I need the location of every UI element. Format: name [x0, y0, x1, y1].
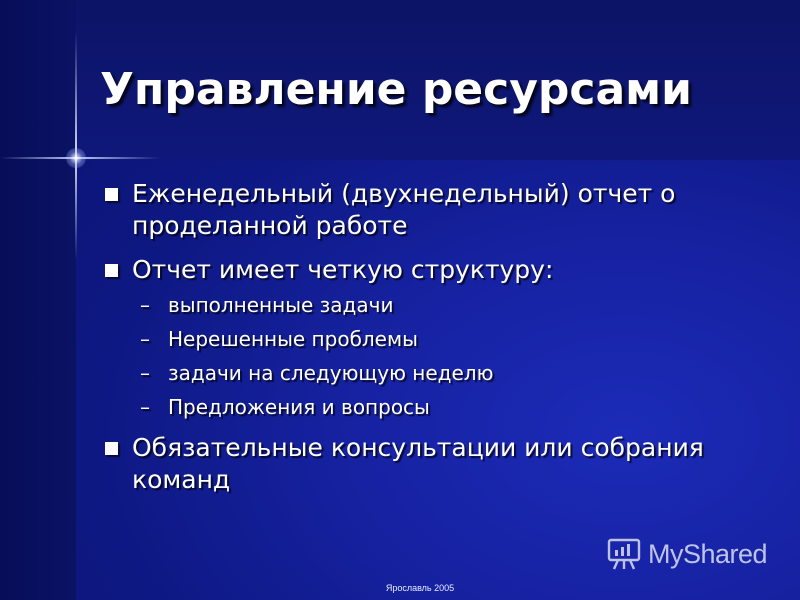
- bullet-list: [102, 178, 742, 508]
- sub-bullet-list: [132, 292, 742, 420]
- light-flare-core: [66, 148, 86, 168]
- dash-marker: –: [140, 327, 150, 351]
- bullet-text: Еженедельный (двухнедельный) отчет о проделанной работе: [132, 179, 676, 240]
- sub-bullet-text: Нерешенные проблемы: [168, 327, 418, 351]
- bullet-item: [102, 432, 742, 496]
- dash-marker: –: [140, 293, 150, 317]
- sub-bullet-item: [132, 292, 742, 318]
- dash-marker: –: [140, 395, 150, 419]
- sub-bullet-item: [132, 326, 742, 352]
- square-bullet-icon: [105, 264, 118, 277]
- sub-bullet-text: выполненные задачи: [168, 293, 394, 317]
- presentation-board-icon: [606, 536, 644, 572]
- background-left-band: [0, 0, 76, 600]
- bullet-text: Обязательные консультации или собрания команд: [132, 433, 704, 494]
- slide-title: Управление ресурсами: [100, 64, 692, 115]
- bullet-item: [102, 178, 742, 242]
- sub-bullet-item: [132, 360, 742, 386]
- square-bullet-icon: [105, 442, 118, 455]
- watermark: [606, 536, 767, 572]
- sub-bullet-text: Предложения и вопросы: [168, 395, 430, 419]
- light-flare-vertical: [75, 30, 77, 260]
- bullet-text: Отчет имеет четкую структуру:: [132, 255, 554, 284]
- bullet-item: [102, 254, 742, 420]
- square-bullet-icon: [105, 188, 118, 201]
- sub-bullet-item: [132, 394, 742, 420]
- dash-marker: –: [140, 361, 150, 385]
- sub-bullet-text: задачи на следующую неделю: [168, 361, 494, 385]
- slide-footer: Ярославль 2005: [385, 583, 455, 593]
- watermark-text: MyShared: [648, 538, 768, 569]
